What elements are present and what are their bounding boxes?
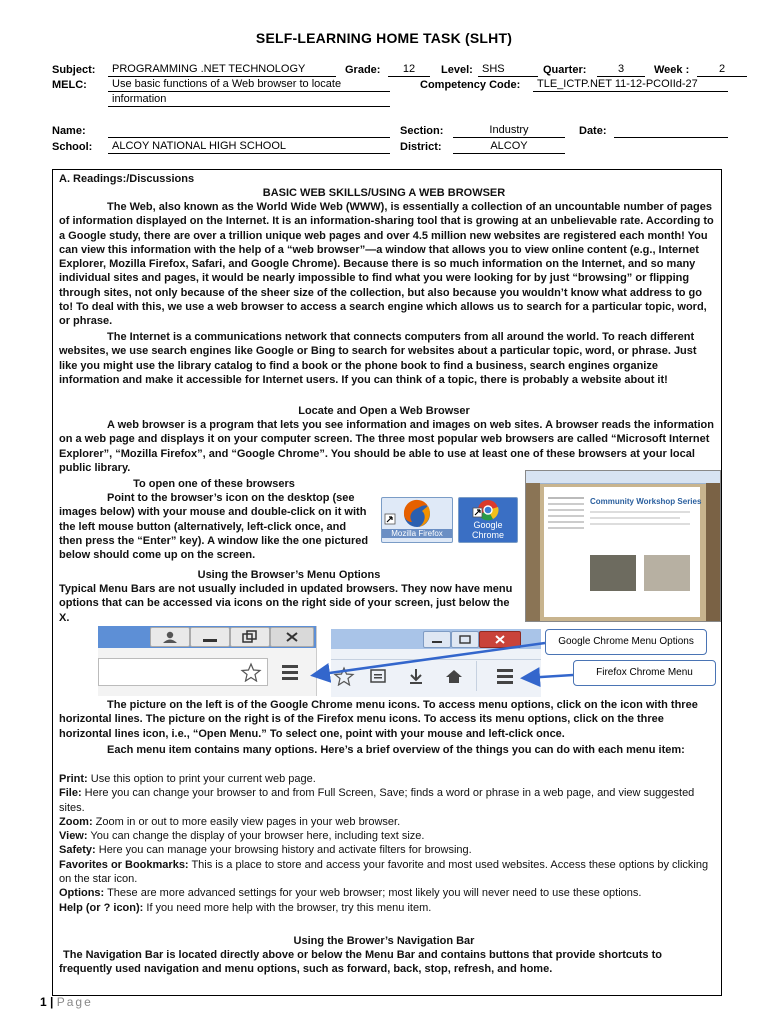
- arrow-to-chrome-menu: [315, 643, 545, 675]
- heading-basic-web-skills: BASIC WEB SKILLS/USING A WEB BROWSER: [262, 187, 506, 199]
- melc-label: MELC:: [52, 79, 87, 91]
- grade-value: 12: [388, 63, 430, 77]
- level-label: Level:: [441, 64, 473, 76]
- list-item: Zoom: Zoom in or out to more easily view pages in your web browser.: [59, 815, 401, 828]
- quarter-value: 3: [597, 63, 645, 77]
- list-item: Safety: Here you can manage your browsing history and activate filters for browsing.: [59, 844, 472, 857]
- week-value: 2: [697, 63, 747, 77]
- competency-label: Competency Code:: [420, 79, 521, 91]
- heading-navigation-bar: Using the Brower’s Navigation Bar: [293, 935, 475, 947]
- footer-separator: |: [50, 995, 54, 1009]
- date-field[interactable]: [614, 124, 728, 138]
- name-field[interactable]: [108, 124, 390, 138]
- subject-label: Subject:: [52, 64, 96, 76]
- name-label: Name:: [52, 125, 86, 137]
- arrow-to-firefox-menu: [525, 675, 573, 678]
- quarter-label: Quarter:: [543, 64, 587, 76]
- heading-menu-options: Using the Browser’s Menu Options: [197, 569, 381, 581]
- page-number: 1: [40, 995, 47, 1009]
- list-item: Options: These are more advanced settings for your web browser; most likely you will never need to use these options.: [59, 887, 642, 900]
- week-label: Week :: [654, 64, 690, 76]
- level-value: SHS: [478, 63, 538, 77]
- site-title: Community Workshop Series: [590, 497, 702, 506]
- grade-label: Grade:: [345, 64, 381, 76]
- date-label: Date:: [579, 125, 607, 137]
- paragraph-web: The Web, also known as the World Wide Web (WWW), is essentially a collection of an uncountable number of pages of information displayed on the Internet. It is an information-sharing tool that is growing at an unbelievable rate. According to a Google study, there are over a trillion unique web pages and over 4.5 million new websites are registered each month! You can view this information with the help of a “web browser”—a window that allows you to view online content (e.g., Internet Explorer, Mozilla Firefox, Safari, and Google Chrome). Because there is so much information on the Internet, and so many individual sites and pages, it would be nearly impossible to find what you were looking for by just “browsing” or flipping through sites, not only because of the sheer size of the collection, but also because you wouldn’t know what address to go to! To deal with this, we use a web browser to access a search engine which allows us to search for a particular topic, word, or phrase.: [59, 201, 714, 328]
- chrome-icon-label-1: Google: [473, 520, 503, 530]
- paragraph-menu-overview: Each menu item contains many options. Here’s a brief overview of the things you can do with each menu item:: [107, 744, 685, 756]
- melc-line2: information: [108, 93, 390, 107]
- page-word: Page: [56, 995, 93, 1009]
- page-footer: [40, 995, 93, 1009]
- chrome-icon-label-2: Chrome: [471, 530, 504, 540]
- content-box: [52, 169, 722, 996]
- paragraph-menu-pictures: The picture on the left is of the Google Chrome menu icons. To access menu options, click on the icon with three horizontal lines. The picture on the right is of the Firefox menu icons. To access its menu options, click on the three horizontal lines icon, i.e., “Open Menu.” To select one, point with your mouse and left-click once.: [59, 699, 698, 740]
- section-a-label: A. Readings:/Discussions: [59, 173, 195, 185]
- list-item: Help (or ? icon): If you need more help with the browser, try this menu item.: [59, 901, 432, 914]
- list-item: Print: Use this option to print your current web page.: [59, 773, 316, 785]
- list-item: Favorites or Bookmarks: This is a place to store and access your favorite and most used websites. Access these options by clicking on the star icon.: [59, 858, 709, 886]
- callout-arrows: [53, 170, 723, 730]
- heading-locate-browser: Locate and Open a Web Browser: [298, 405, 470, 417]
- page-title: SELF-LEARNING HOME TASK (SLHT): [255, 30, 513, 46]
- paragraph-menu-bars: Typical Menu Bars are not usually included in updated browsers. They now have menu options that can be accessed via icons on the right side of your screen, just below the X.: [59, 583, 513, 624]
- subject-value: PROGRAMMING .NET TECHNOLOGY: [108, 63, 336, 77]
- heading-open-browser: To open one of these browsers: [133, 478, 295, 490]
- paragraph-internet: The Internet is a communications network that connects computers from all around the world. To reach different websites, we use search engines like Google or Bing to search for websites about a particular topic, word, or phrase. Just like you might use the library catalog to find a book or the phone book to find a business, search engines organize information and make it accessible for Internet users. If you can think of a topic, there is probably a website about it!: [59, 331, 697, 386]
- section-label: Section:: [400, 125, 444, 137]
- list-item: View: You can change the display of your browser here, including text size.: [59, 830, 425, 843]
- menu-item-list: [59, 772, 715, 915]
- callout-firefox-menu: Firefox Chrome Menu: [573, 660, 716, 686]
- section-value: Industry: [453, 124, 565, 138]
- paragraph-open-browser: Point to the browser’s icon on the desktop (see images below) with your mouse and double-click on it with the left mouse button (alternatively, left-click once, and then press the “Enter” key). A window like the one pictured below should come up on the screen.: [59, 492, 369, 562]
- firefox-icon-label: Mozilla Firefox: [382, 529, 452, 538]
- callout-chrome-menu: Google Chrome Menu Options: [545, 629, 707, 655]
- school-label: School:: [52, 141, 93, 153]
- melc-line1: Use basic functions of a Web browser to locate: [108, 78, 390, 92]
- paragraph-web-browser: A web browser is a program that lets you see information and images on web sites. A browser reads the information on a web page and displays it on your computer screen. The three most popular web browsers are called “Microsoft Internet Explorer”, “Mozilla Firefox”, and “Google Chrome”. You should be able to use at least one of these browsers at your local public library.: [59, 419, 714, 474]
- district-value: ALCOY: [453, 140, 565, 154]
- paragraph-navigation-bar: The Navigation Bar is located directly above or below the Menu Bar and contains buttons that provide shortcuts to frequently used navigation and menu options, such as forward, back, stop, refresh, and home.: [59, 949, 662, 976]
- list-item: File: Here you can change your browser to and from Full Screen, Save; finds a word or phrase in a web page, and view suggested sites.: [59, 787, 695, 814]
- school-value: ALCOY NATIONAL HIGH SCHOOL: [108, 140, 390, 154]
- competency-value: TLE_ICTP.NET 11-12-PCOIId-27: [533, 78, 728, 92]
- district-label: District:: [400, 141, 442, 153]
